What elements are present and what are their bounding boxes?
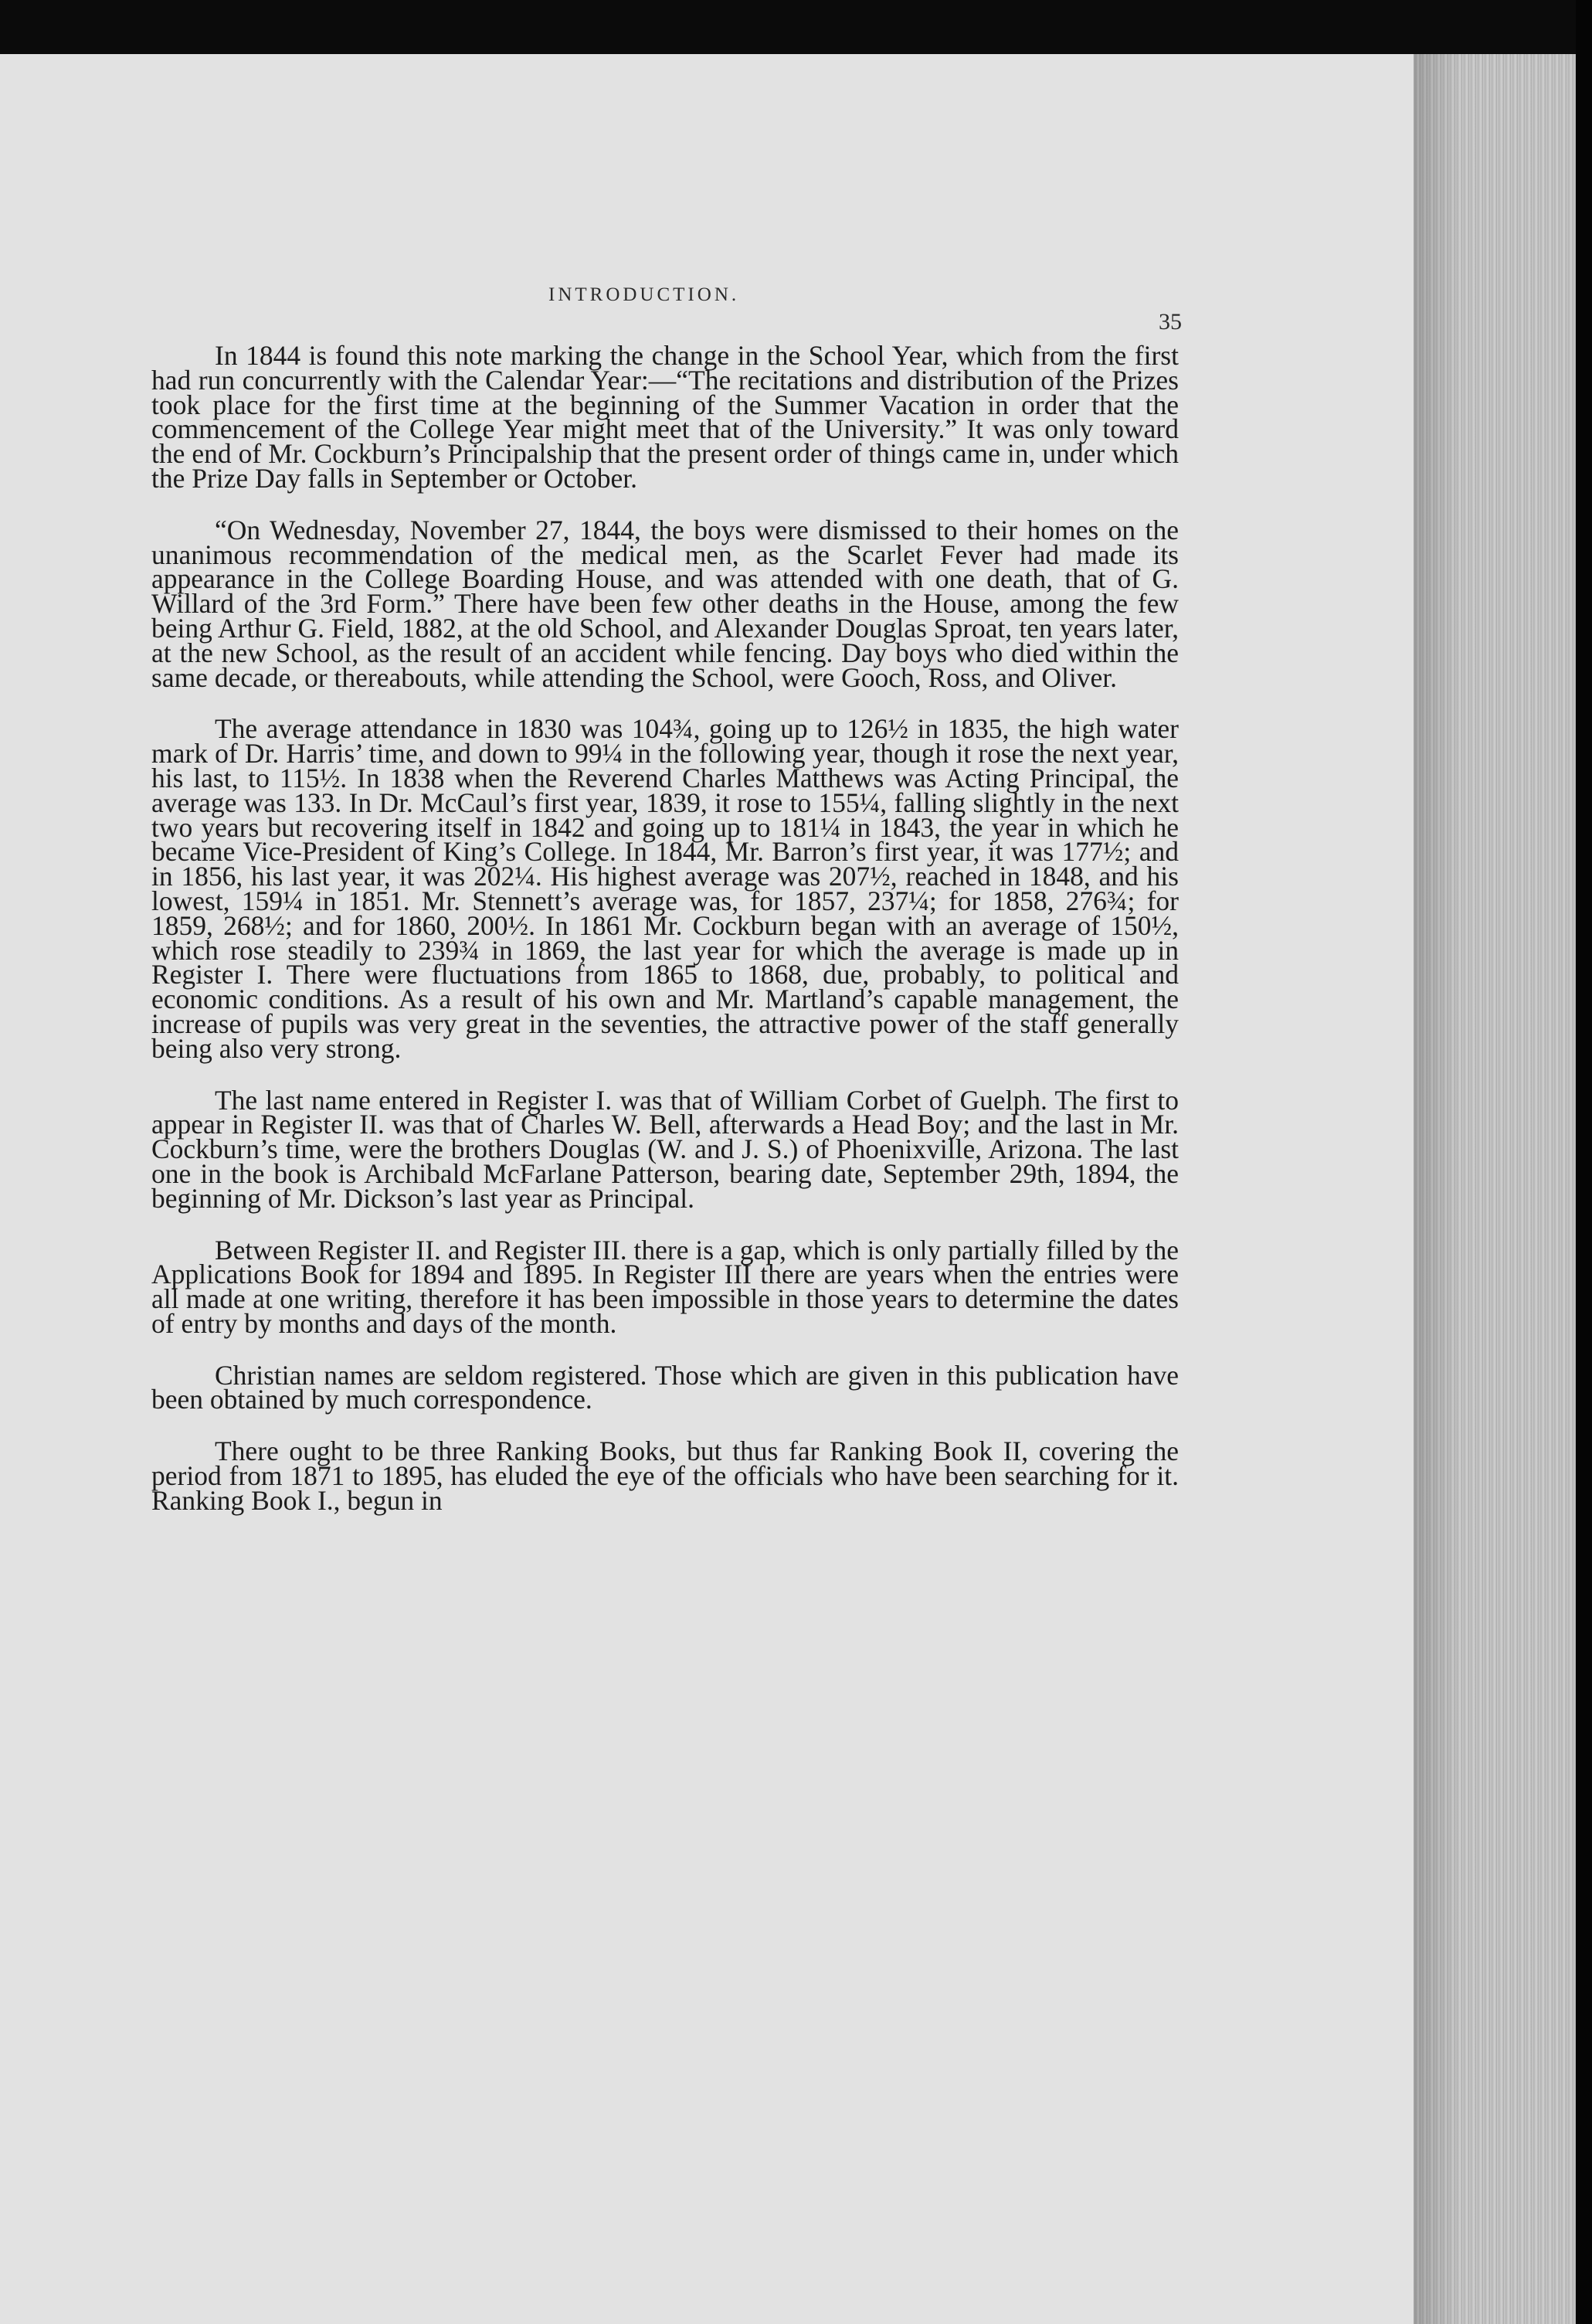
- paragraph: “On Wednesday, November 27, 1844, the boys were dismissed to their homes on the unanimous recommendation of the medical men, as the Scarlet Fever had made its appearance in the College Boarding House, and was attended with one death, that of G. Willard of the 3rd Form.” There have been few other deaths in the House, among the few being Arthur G. Field, 1882, at the old School, and Alexander Douglas Sproat, ten years later, at the new School, as the result of an accident while fencing. Day boys who died within the same decade, or thereabouts, while attending the School, were Gooch, Ross, and Oliver.: [151, 514, 1179, 693]
- paragraph: Christian names are seldom registered. Those which are given in this publication have been obtained by much correspondence.: [151, 1359, 1179, 1415]
- paragraph: There ought to be three Ranking Books, but thus far Ranking Book II, covering the period from 1871 to 1895, has eluded the eye of the officials who have been searching for it. Ranking Book I., begun in: [151, 1436, 1179, 1516]
- paragraph: Between Register II. and Register III. there is a gap, which is only partially filled by the Applications Book for 1894 and 1895. In Register III there are years when the entries were all made at one writing, therefore it has been impossible in those years to determine the dates of entry by months and days of the month.: [151, 1234, 1179, 1339]
- scan-border: [1576, 0, 1592, 2324]
- body-text: [151, 340, 1179, 1541]
- running-title: INTRODUCTION.: [548, 284, 740, 305]
- paragraph: In 1844 is found this note marking the change in the School Year, which from the first had run concurrently with the Calendar Year:—“The recitations and distribution of the Prizes took place for the first time at the beginning of the Summer Vacation in order that the commencement of the College Year might meet that of the University.” It was only toward the end of Mr. Cockburn’s Principalship that the present order of things came in, under which the Prize Day falls in September or October.: [151, 340, 1179, 494]
- paragraph: The average attendance in 1830 was 104¾, going up to 126½ in 1835, the high water mark of Dr. Harris’ time, and down to 99¼ in the following year, though it rose the next year, his last, to 115½. In 1838 when the Reverend Charles Matthews was Acting Principal, the average was 133. In Dr. McCaul’s first year, 1839, it rose to 155¼, falling slightly in the next two years but recovering itself in 1842 and going up to 181¼ in 1843, the year in which he became Vice-President of King’s College. In 1844, Mr. Barron’s first year, it was 177½; and in 1856, his last year, it was 202¼. His highest average was 207½, reached in 1848, and his lowest, 159¼ in 1851. Mr. Stennett’s average was, for 1857, 237¼; for 1858, 276¾; for 1859, 268½; and for 1860, 200½. In 1861 Mr. Cockburn began with an average of 150½, which rose steadily to 239¾ in 1869, the last year for which the average is made up in Register I. There were fluctuations from 1865 to 1868, due, probably, to political and economic conditions. As a result of his own and Mr. Martland’s capable management, the increase of pupils was very great in the seventies, the attractive power of the staff generally being also very strong.: [151, 713, 1179, 1064]
- paragraph: The last name entered in Register I. was that of William Corbet of Guelph. The first to appear in Register II. was that of Charles W. Bell, afterwards a Head Boy; and the last in Mr. Cockburn’s time, were the brothers Douglas (W. and J. S.) of Phoenixville, Arizona. The last one in the book is Archibald McFarlane Patterson, bearing date, September 29th, 1894, the beginning of Mr. Dickson’s last year as Principal.: [151, 1084, 1179, 1214]
- page-fold-shadow: [1414, 54, 1460, 2324]
- page-number: 35: [1159, 309, 1182, 335]
